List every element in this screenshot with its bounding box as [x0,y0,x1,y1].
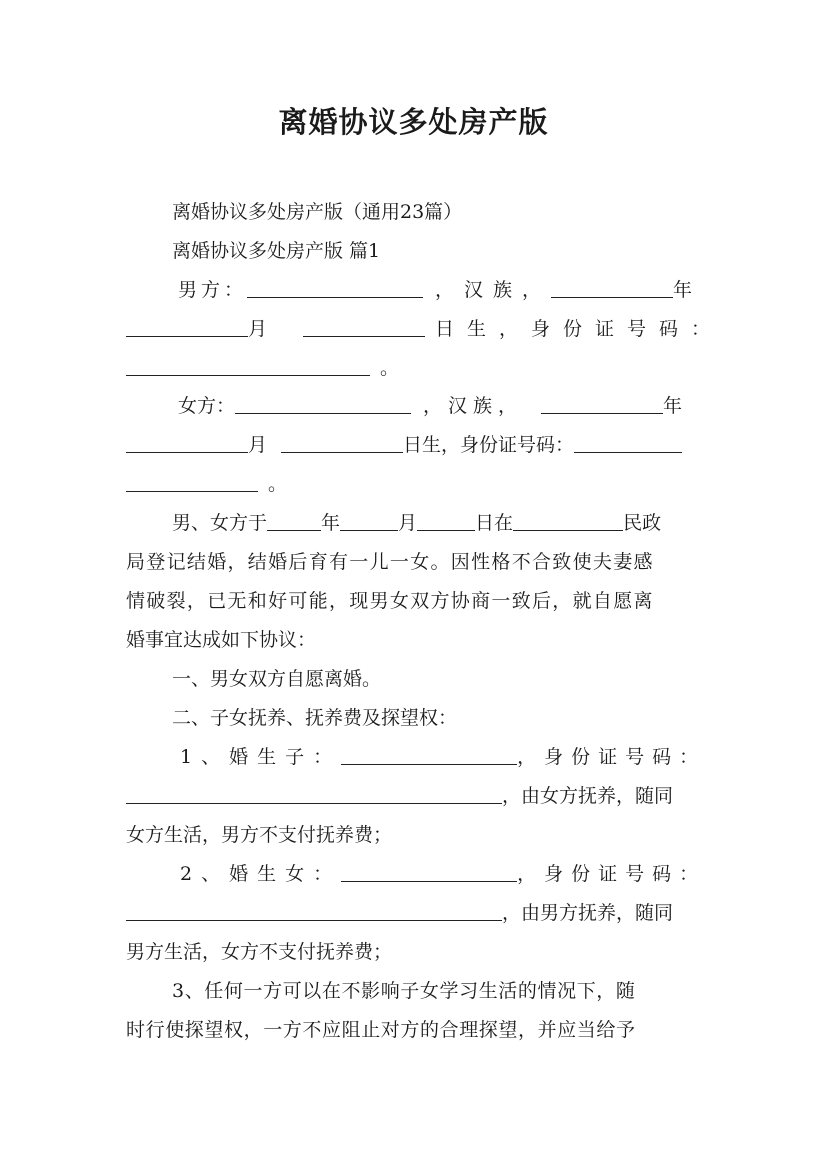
man-id-blank [126,357,370,376]
man-year-blank [551,279,673,298]
son-line-1 [180,745,707,769]
woman-day-blank [281,434,403,453]
part-heading: 离婚协议多处房产版 篇1 [172,240,381,262]
daughter-label: 2、婚生女： [180,863,342,885]
woman-end: 。 [268,473,288,495]
marriage-line-1 [172,511,702,535]
woman-ethnic: ，汉族， [423,395,524,417]
marriage-month-blank [340,512,398,531]
woman-year: 年 [663,395,683,417]
marriage-a: 男、女方于 [172,512,268,534]
woman-birth: 日生，身份证号码： [403,434,575,456]
daughter-custody: ，由男方抚养，随同 [502,902,674,924]
man-birth: 日生，身份证号码： [435,318,724,340]
man-month-blank [126,318,248,337]
man-ethnic: ，汉族， [435,279,552,301]
woman-month: 月 [248,434,268,456]
marriage-year: 年 [321,512,341,534]
man-line-3 [126,356,702,380]
marriage-day-blank [417,512,475,531]
marriage-b: 民政 [623,512,662,534]
man-year: 年 [673,279,693,301]
marriage-line-4: 婚事宜达成如下协议： [126,629,317,651]
daughter-id: ，身份证号码： [517,863,707,885]
clause-3-line-1: 3、任何一方可以在不影响子女学习生活的情况下，随 [172,980,636,1002]
son-custody: ，由女方抚养，随同 [502,785,674,807]
man-label: 男方： [178,279,248,301]
clause-1: 一、男女双方自愿离婚。 [172,668,382,690]
son-id: ，身份证号码： [517,746,707,768]
daughter-name-blank [341,863,517,882]
woman-id-blank-1 [574,434,682,453]
marriage-day: 日在 [475,512,514,534]
document-subtitle: 离婚协议多处房产版（通用23篇） [172,201,463,223]
son-line-3: 女方生活，男方不支付抚养费； [126,824,393,846]
son-id-blank [126,785,502,804]
marriage-line-2: 局登记结婚，结婚后育有一儿一女。因性格不合致使夫妻感 [126,551,654,573]
woman-year-blank [541,395,663,414]
man-month: 月 [248,318,268,340]
man-line-1 [178,278,702,302]
man-name-blank [247,279,423,298]
woman-id-blank-2 [126,473,258,492]
marriage-year-blank [267,512,321,531]
daughter-line-1 [180,862,707,886]
woman-name-blank [235,395,411,414]
clause-2: 二、子女抚养、抚养费及探望权： [172,707,458,729]
man-line-2 [126,317,724,341]
woman-month-blank [126,434,248,453]
man-day-blank [303,318,425,337]
daughter-id-blank [126,902,502,921]
clause-3-line-2: 时行使探望权，一方不应阻止对方的合理探望，并应当给予 [126,1019,636,1041]
man-end: 。 [380,357,400,379]
daughter-line-3: 男方生活，女方不支付抚养费； [126,941,393,963]
son-name-blank [341,746,517,765]
daughter-line-2 [126,901,702,925]
marriage-place-blank [513,512,623,531]
woman-line-2 [126,433,702,457]
marriage-line-3: 情破裂，已无和好可能，现男女双方协商一致后，就自愿离 [126,590,654,612]
marriage-month: 月 [398,512,418,534]
woman-line-3 [126,472,702,496]
son-line-2 [126,784,702,808]
son-label: 1、婚生子： [180,746,342,768]
woman-label: 女方： [178,395,236,417]
document-title: 离婚协议多处房产版 [278,105,549,139]
woman-line-1 [178,394,702,418]
